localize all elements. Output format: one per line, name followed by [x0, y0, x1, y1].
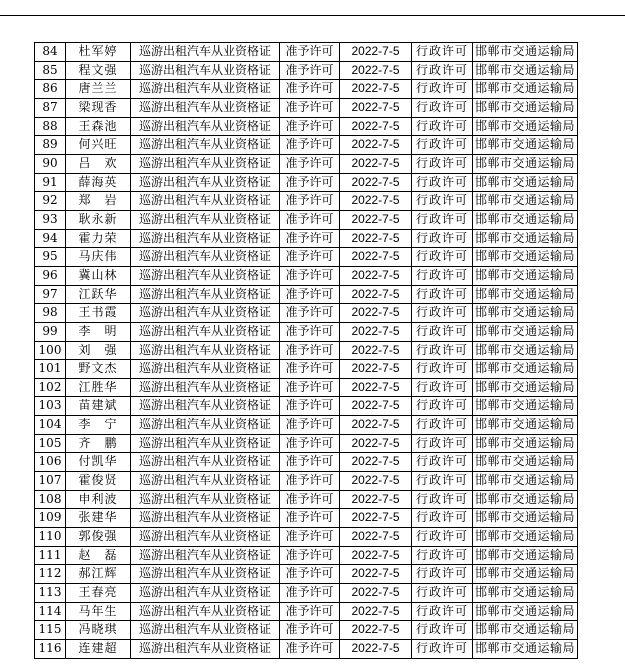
applicant-name-cell: 王森池 [66, 117, 131, 136]
applicant-name-cell: 耿永新 [66, 210, 131, 229]
decision-date-cell: 2022-7-5 [340, 80, 412, 99]
decision-date-cell: 2022-7-5 [340, 304, 412, 323]
permit-type-cell: 行政许可 [412, 136, 473, 155]
applicant-name-cell: 齐 鹏 [66, 434, 131, 453]
permit-type-cell: 行政许可 [412, 229, 473, 248]
issuing-authority-cell: 邯郸市交通运输局 [473, 322, 578, 341]
permit-item-cell: 巡游出租汽车从业资格证 [131, 565, 280, 584]
decision-cell: 准予许可 [280, 136, 340, 155]
permit-type-cell: 行政许可 [412, 304, 473, 323]
permit-type-cell: 行政许可 [412, 434, 473, 453]
permit-records-table [34, 42, 578, 659]
issuing-authority-cell: 邯郸市交通运输局 [473, 584, 578, 603]
issuing-authority-cell: 邯郸市交通运输局 [473, 378, 578, 397]
permit-type-cell: 行政许可 [412, 397, 473, 416]
issuing-authority-cell: 邯郸市交通运输局 [473, 528, 578, 547]
permit-item-cell: 巡游出租汽车从业资格证 [131, 266, 280, 285]
applicant-name-cell: 马庆伟 [66, 248, 131, 267]
decision-cell: 准予许可 [280, 416, 340, 435]
issuing-authority-cell: 邯郸市交通运输局 [473, 640, 578, 659]
applicant-name-cell: 梁现香 [66, 98, 131, 117]
permit-type-cell: 行政许可 [412, 80, 473, 99]
decision-date-cell: 2022-7-5 [340, 490, 412, 509]
decision-cell: 准予许可 [280, 640, 340, 659]
table-row [35, 61, 578, 80]
permit-item-cell: 巡游出租汽车从业资格证 [131, 490, 280, 509]
permit-type-cell: 行政许可 [412, 621, 473, 640]
applicant-name-cell: 霍力荣 [66, 229, 131, 248]
decision-date-cell: 2022-7-5 [340, 602, 412, 621]
issuing-authority-cell: 邯郸市交通运输局 [473, 360, 578, 379]
decision-date-cell: 2022-7-5 [340, 546, 412, 565]
row-number-cell: 91 [35, 173, 66, 192]
decision-cell: 准予许可 [280, 322, 340, 341]
decision-date-cell: 2022-7-5 [340, 266, 412, 285]
decision-date-cell: 2022-7-5 [340, 341, 412, 360]
applicant-name-cell: 王春亮 [66, 584, 131, 603]
row-number-cell: 86 [35, 80, 66, 99]
table-row [35, 528, 578, 547]
decision-cell: 准予许可 [280, 341, 340, 360]
permit-type-cell: 行政许可 [412, 285, 473, 304]
issuing-authority-cell: 邯郸市交通运输局 [473, 472, 578, 491]
applicant-name-cell: 王书霞 [66, 304, 131, 323]
permit-item-cell: 巡游出租汽车从业资格证 [131, 602, 280, 621]
table-row [35, 136, 578, 155]
row-number-cell: 92 [35, 192, 66, 211]
row-number-cell: 97 [35, 285, 66, 304]
applicant-name-cell: 付凯华 [66, 453, 131, 472]
permit-type-cell: 行政许可 [412, 266, 473, 285]
permit-type-cell: 行政许可 [412, 416, 473, 435]
decision-cell: 准予许可 [280, 360, 340, 379]
issuing-authority-cell: 邯郸市交通运输局 [473, 490, 578, 509]
issuing-authority-cell: 邯郸市交通运输局 [473, 98, 578, 117]
applicant-name-cell: 江跃华 [66, 285, 131, 304]
permit-item-cell: 巡游出租汽车从业资格证 [131, 378, 280, 397]
permit-item-cell: 巡游出租汽车从业资格证 [131, 322, 280, 341]
row-number-cell: 103 [35, 397, 66, 416]
permit-type-cell: 行政许可 [412, 43, 473, 62]
permit-item-cell: 巡游出租汽车从业资格证 [131, 61, 280, 80]
table-row [35, 266, 578, 285]
permit-item-cell: 巡游出租汽车从业资格证 [131, 285, 280, 304]
issuing-authority-cell: 邯郸市交通运输局 [473, 61, 578, 80]
permit-item-cell: 巡游出租汽车从业资格证 [131, 173, 280, 192]
permit-type-cell: 行政许可 [412, 509, 473, 528]
decision-cell: 准予许可 [280, 210, 340, 229]
issuing-authority-cell: 邯郸市交通运输局 [473, 304, 578, 323]
applicant-name-cell: 郑 岩 [66, 192, 131, 211]
decision-date-cell: 2022-7-5 [340, 192, 412, 211]
row-number-cell: 113 [35, 584, 66, 603]
issuing-authority-cell: 邯郸市交通运输局 [473, 546, 578, 565]
applicant-name-cell: 郝江辉 [66, 565, 131, 584]
permit-item-cell: 巡游出租汽车从业资格证 [131, 117, 280, 136]
permit-type-cell: 行政许可 [412, 546, 473, 565]
table-row [35, 434, 578, 453]
permit-item-cell: 巡游出租汽车从业资格证 [131, 210, 280, 229]
table-row [35, 472, 578, 491]
row-number-cell: 110 [35, 528, 66, 547]
issuing-authority-cell: 邯郸市交通运输局 [473, 416, 578, 435]
decision-cell: 准予许可 [280, 565, 340, 584]
decision-cell: 准予许可 [280, 490, 340, 509]
permit-type-cell: 行政许可 [412, 584, 473, 603]
table-row [35, 210, 578, 229]
table-row [35, 602, 578, 621]
applicant-name-cell: 野文杰 [66, 360, 131, 379]
row-number-cell: 104 [35, 416, 66, 435]
table-row [35, 360, 578, 379]
row-number-cell: 109 [35, 509, 66, 528]
issuing-authority-cell: 邯郸市交通运输局 [473, 621, 578, 640]
decision-date-cell: 2022-7-5 [340, 472, 412, 491]
table-row [35, 192, 578, 211]
table-row [35, 248, 578, 267]
issuing-authority-cell: 邯郸市交通运输局 [473, 453, 578, 472]
issuing-authority-cell: 邯郸市交通运输局 [473, 434, 578, 453]
permit-type-cell: 行政许可 [412, 173, 473, 192]
issuing-authority-cell: 邯郸市交通运输局 [473, 154, 578, 173]
issuing-authority-cell: 邯郸市交通运输局 [473, 266, 578, 285]
decision-date-cell: 2022-7-5 [340, 61, 412, 80]
decision-date-cell: 2022-7-5 [340, 229, 412, 248]
row-number-cell: 88 [35, 117, 66, 136]
permit-item-cell: 巡游出租汽车从业资格证 [131, 341, 280, 360]
row-number-cell: 105 [35, 434, 66, 453]
applicant-name-cell: 冯晓琪 [66, 621, 131, 640]
permit-item-cell: 巡游出租汽车从业资格证 [131, 472, 280, 491]
issuing-authority-cell: 邯郸市交通运输局 [473, 565, 578, 584]
decision-date-cell: 2022-7-5 [340, 378, 412, 397]
header-rule [0, 15, 625, 16]
row-number-cell: 114 [35, 602, 66, 621]
permit-type-cell: 行政许可 [412, 490, 473, 509]
applicant-name-cell: 江胜华 [66, 378, 131, 397]
table-row [35, 584, 578, 603]
decision-cell: 准予许可 [280, 584, 340, 603]
permit-item-cell: 巡游出租汽车从业资格证 [131, 248, 280, 267]
permit-type-cell: 行政许可 [412, 117, 473, 136]
decision-date-cell: 2022-7-5 [340, 154, 412, 173]
row-number-cell: 108 [35, 490, 66, 509]
row-number-cell: 89 [35, 136, 66, 155]
applicant-name-cell: 申利波 [66, 490, 131, 509]
permit-type-cell: 行政许可 [412, 210, 473, 229]
table-row [35, 173, 578, 192]
decision-date-cell: 2022-7-5 [340, 416, 412, 435]
permit-item-cell: 巡游出租汽车从业资格证 [131, 229, 280, 248]
permit-item-cell: 巡游出租汽车从业资格证 [131, 546, 280, 565]
decision-cell: 准予许可 [280, 117, 340, 136]
row-number-cell: 100 [35, 341, 66, 360]
issuing-authority-cell: 邯郸市交通运输局 [473, 341, 578, 360]
decision-cell: 准予许可 [280, 192, 340, 211]
row-number-cell: 112 [35, 565, 66, 584]
decision-cell: 准予许可 [280, 546, 340, 565]
row-number-cell: 99 [35, 322, 66, 341]
decision-date-cell: 2022-7-5 [340, 43, 412, 62]
decision-date-cell: 2022-7-5 [340, 509, 412, 528]
table-row [35, 621, 578, 640]
permit-type-cell: 行政许可 [412, 154, 473, 173]
decision-date-cell: 2022-7-5 [340, 322, 412, 341]
issuing-authority-cell: 邯郸市交通运输局 [473, 117, 578, 136]
issuing-authority-cell: 邯郸市交通运输局 [473, 248, 578, 267]
permit-type-cell: 行政许可 [412, 192, 473, 211]
permit-type-cell: 行政许可 [412, 341, 473, 360]
applicant-name-cell: 李 明 [66, 322, 131, 341]
permit-item-cell: 巡游出租汽车从业资格证 [131, 304, 280, 323]
decision-date-cell: 2022-7-5 [340, 285, 412, 304]
table-row [35, 565, 578, 584]
applicant-name-cell: 赵 磊 [66, 546, 131, 565]
decision-cell: 准予许可 [280, 378, 340, 397]
table-row [35, 341, 578, 360]
issuing-authority-cell: 邯郸市交通运输局 [473, 210, 578, 229]
permit-type-cell: 行政许可 [412, 248, 473, 267]
decision-cell: 准予许可 [280, 621, 340, 640]
decision-cell: 准予许可 [280, 173, 340, 192]
applicant-name-cell: 唐兰兰 [66, 80, 131, 99]
applicant-name-cell: 张建华 [66, 509, 131, 528]
decision-cell: 准予许可 [280, 509, 340, 528]
row-number-cell: 94 [35, 229, 66, 248]
table-row [35, 229, 578, 248]
decision-date-cell: 2022-7-5 [340, 453, 412, 472]
decision-cell: 准予许可 [280, 266, 340, 285]
row-number-cell: 115 [35, 621, 66, 640]
decision-cell: 准予许可 [280, 61, 340, 80]
permit-item-cell: 巡游出租汽车从业资格证 [131, 416, 280, 435]
issuing-authority-cell: 邯郸市交通运输局 [473, 285, 578, 304]
applicant-name-cell: 李 宁 [66, 416, 131, 435]
decision-cell: 准予许可 [280, 248, 340, 267]
issuing-authority-cell: 邯郸市交通运输局 [473, 136, 578, 155]
applicant-name-cell: 苗建斌 [66, 397, 131, 416]
table-row [35, 397, 578, 416]
permit-item-cell: 巡游出租汽车从业资格证 [131, 621, 280, 640]
decision-date-cell: 2022-7-5 [340, 248, 412, 267]
decision-cell: 准予许可 [280, 434, 340, 453]
row-number-cell: 96 [35, 266, 66, 285]
permit-item-cell: 巡游出租汽车从业资格证 [131, 453, 280, 472]
applicant-name-cell: 吕 欢 [66, 154, 131, 173]
decision-date-cell: 2022-7-5 [340, 98, 412, 117]
permit-type-cell: 行政许可 [412, 98, 473, 117]
decision-cell: 准予许可 [280, 602, 340, 621]
table-row [35, 490, 578, 509]
decision-date-cell: 2022-7-5 [340, 584, 412, 603]
applicant-name-cell: 连建超 [66, 640, 131, 659]
table-row [35, 154, 578, 173]
permit-type-cell: 行政许可 [412, 322, 473, 341]
decision-date-cell: 2022-7-5 [340, 640, 412, 659]
decision-cell: 准予许可 [280, 285, 340, 304]
decision-date-cell: 2022-7-5 [340, 621, 412, 640]
decision-cell: 准予许可 [280, 304, 340, 323]
table-row [35, 80, 578, 99]
permit-type-cell: 行政许可 [412, 453, 473, 472]
permit-item-cell: 巡游出租汽车从业资格证 [131, 434, 280, 453]
row-number-cell: 102 [35, 378, 66, 397]
table-row [35, 98, 578, 117]
issuing-authority-cell: 邯郸市交通运输局 [473, 173, 578, 192]
issuing-authority-cell: 邯郸市交通运输局 [473, 229, 578, 248]
decision-cell: 准予许可 [280, 528, 340, 547]
table-row [35, 285, 578, 304]
permit-type-cell: 行政许可 [412, 472, 473, 491]
table-row [35, 416, 578, 435]
decision-date-cell: 2022-7-5 [340, 360, 412, 379]
issuing-authority-cell: 邯郸市交通运输局 [473, 397, 578, 416]
issuing-authority-cell: 邯郸市交通运输局 [473, 80, 578, 99]
permit-item-cell: 巡游出租汽车从业资格证 [131, 584, 280, 603]
table-row [35, 509, 578, 528]
table-row [35, 304, 578, 323]
permit-item-cell: 巡游出租汽车从业资格证 [131, 192, 280, 211]
applicant-name-cell: 何兴旺 [66, 136, 131, 155]
row-number-cell: 107 [35, 472, 66, 491]
decision-date-cell: 2022-7-5 [340, 397, 412, 416]
permit-type-cell: 行政许可 [412, 528, 473, 547]
permit-item-cell: 巡游出租汽车从业资格证 [131, 43, 280, 62]
issuing-authority-cell: 邯郸市交通运输局 [473, 602, 578, 621]
applicant-name-cell: 冀山林 [66, 266, 131, 285]
decision-date-cell: 2022-7-5 [340, 434, 412, 453]
permit-item-cell: 巡游出租汽车从业资格证 [131, 509, 280, 528]
row-number-cell: 84 [35, 43, 66, 62]
decision-cell: 准予许可 [280, 43, 340, 62]
permit-item-cell: 巡游出租汽车从业资格证 [131, 154, 280, 173]
issuing-authority-cell: 邯郸市交通运输局 [473, 43, 578, 62]
decision-cell: 准予许可 [280, 472, 340, 491]
row-number-cell: 106 [35, 453, 66, 472]
decision-cell: 准予许可 [280, 98, 340, 117]
permit-item-cell: 巡游出租汽车从业资格证 [131, 98, 280, 117]
applicant-name-cell: 刘 强 [66, 341, 131, 360]
permit-item-cell: 巡游出租汽车从业资格证 [131, 528, 280, 547]
decision-date-cell: 2022-7-5 [340, 173, 412, 192]
row-number-cell: 101 [35, 360, 66, 379]
permit-type-cell: 行政许可 [412, 565, 473, 584]
permit-type-cell: 行政许可 [412, 360, 473, 379]
decision-date-cell: 2022-7-5 [340, 565, 412, 584]
table-row [35, 117, 578, 136]
table-row [35, 322, 578, 341]
row-number-cell: 85 [35, 61, 66, 80]
applicant-name-cell: 程文强 [66, 61, 131, 80]
applicant-name-cell: 马年生 [66, 602, 131, 621]
permit-item-cell: 巡游出租汽车从业资格证 [131, 136, 280, 155]
row-number-cell: 87 [35, 98, 66, 117]
row-number-cell: 95 [35, 248, 66, 267]
decision-date-cell: 2022-7-5 [340, 210, 412, 229]
row-number-cell: 90 [35, 154, 66, 173]
issuing-authority-cell: 邯郸市交通运输局 [473, 192, 578, 211]
applicant-name-cell: 郭俊强 [66, 528, 131, 547]
decision-cell: 准予许可 [280, 453, 340, 472]
permit-type-cell: 行政许可 [412, 378, 473, 397]
permit-item-cell: 巡游出租汽车从业资格证 [131, 640, 280, 659]
permit-type-cell: 行政许可 [412, 61, 473, 80]
table-row [35, 640, 578, 659]
decision-cell: 准予许可 [280, 397, 340, 416]
row-number-cell: 116 [35, 640, 66, 659]
issuing-authority-cell: 邯郸市交通运输局 [473, 509, 578, 528]
applicant-name-cell: 杜军婷 [66, 43, 131, 62]
decision-cell: 准予许可 [280, 229, 340, 248]
applicant-name-cell: 薛海英 [66, 173, 131, 192]
permit-item-cell: 巡游出租汽车从业资格证 [131, 397, 280, 416]
permit-item-cell: 巡游出租汽车从业资格证 [131, 360, 280, 379]
table-row [35, 453, 578, 472]
decision-cell: 准予许可 [280, 80, 340, 99]
decision-cell: 准予许可 [280, 154, 340, 173]
row-number-cell: 93 [35, 210, 66, 229]
permit-type-cell: 行政许可 [412, 602, 473, 621]
decision-date-cell: 2022-7-5 [340, 528, 412, 547]
applicant-name-cell: 霍俊贤 [66, 472, 131, 491]
decision-date-cell: 2022-7-5 [340, 136, 412, 155]
table-row [35, 43, 578, 62]
row-number-cell: 111 [35, 546, 66, 565]
table-row [35, 546, 578, 565]
permit-item-cell: 巡游出租汽车从业资格证 [131, 80, 280, 99]
table-body [35, 43, 578, 659]
table-row [35, 378, 578, 397]
decision-date-cell: 2022-7-5 [340, 117, 412, 136]
permit-type-cell: 行政许可 [412, 640, 473, 659]
row-number-cell: 98 [35, 304, 66, 323]
